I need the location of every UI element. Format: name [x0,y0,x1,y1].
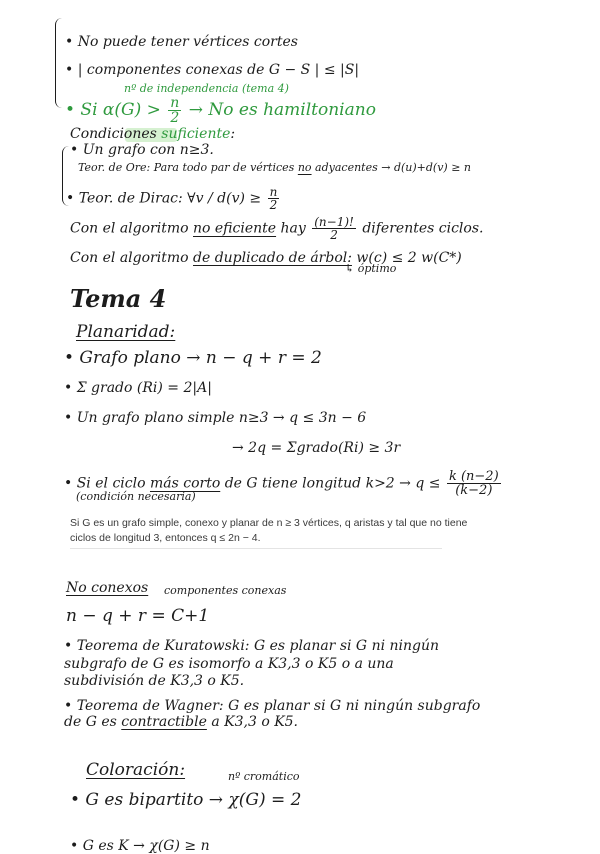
ciclo-num: k (n−2) [448,469,499,484]
bracket-top [55,18,62,108]
alpha-den: 2 [170,110,180,126]
ciclo-b: más corto [149,475,221,492]
dirac-prefix: • Teor. de Dirac: ∀v / d(v) ≥ [66,190,262,207]
componentes-conexas-note: componentes conexas [164,584,287,597]
ore-suffix: adyacentes → d(u)+d(v) ≥ n [315,161,472,174]
alpha-suffix: → No es hamiltoniano [188,100,376,120]
note-line-vertices-cortes: • No puede tener vértices cortes [65,34,298,50]
algo-line-no-eficiente [70,216,483,241]
algo1-num: (n−1)! [314,215,354,229]
kuratowski-line-1: • Teorema de Kuratowski: G es planar si G ni ningún [64,638,440,654]
algo1-den: 2 [330,228,338,242]
algo-line-duplicado [70,250,462,266]
conditions-prefix: Condiciones [70,126,157,142]
printed-divider [70,548,442,549]
planar-line-2q: → 2q = Σgrado(Ri) ≥ 3r [232,440,401,456]
algo1-c: hay [280,220,306,237]
wagner-line-1: • Teorema de Wagner: G es planar si G ni ningún subgrafo [64,698,481,714]
ciclo-den: (k−2) [455,483,493,498]
alpha-num: n [170,95,180,111]
ore-prefix: Teor. de Ore: Para todo par de vértices [78,161,295,174]
planar-line-euler: • Grafo plano → n − q + r = 2 [64,348,322,368]
numero-cromatico-note: nº cromático [228,770,300,783]
cond-line-grafo: • Un grafo con n≥3. [70,142,214,158]
wagner-2b: contractible [121,714,207,730]
printed-theorem-text: Si G es un grafo simple, conexo y planar de n ≥ 3 vértices, q aristas y tal que no tiene ciclos de longitud 3, entonces q ≤ 2n − 4. [70,517,468,544]
alpha-prefix: • Si α(G) > [65,100,161,120]
alpha-fraction [168,96,181,125]
ciclo-c: de G tiene longitud k>2 → q ≤ [224,475,441,492]
no-conexos-title: No conexos [66,580,149,596]
bipartito-line: • G es bipartito → χ(G) = 2 [70,790,302,810]
note-line-componentes: • | componentes conexas de G − S | ≤ |S| [65,62,360,78]
conditions-heading [70,126,235,142]
algo1-a: Con el algoritmo [70,220,189,237]
dirac-den: 2 [269,198,278,212]
algo2-c: w(c) ≤ 2 w(C*) [356,250,462,266]
wagner-2a: de G es [64,714,117,730]
planar-line-grado: • Σ grado (Ri) = 2|A| [64,380,212,396]
dirac-fraction [268,186,280,211]
algo2-b: de duplicado de árbol: [193,250,352,266]
note-independence-label: nº de independencia (tema 4) [124,82,289,95]
kuratowski-line-2: subgrafo de G es isomorfo a K3,3 o K5 o a una [64,656,394,672]
conditions-colon: : [230,126,236,142]
tema-4-title: Tema 4 [70,284,167,313]
planaridad-title: Planaridad: [76,322,176,342]
dirac-num: n [269,185,278,199]
planar-line-simple: • Un grafo plano simple n≥3 → q ≤ 3n − 6 [64,410,367,426]
ore-no: no [297,161,312,174]
algo2-a: Con el algoritmo [70,250,189,266]
condicion-necesaria: (condición necesaria) [76,490,196,503]
algo-optimo-note: ↳ óptimo [345,262,397,275]
cut-off-line: • G es K → χ(G) ≥ n [70,838,210,854]
algo1-b: no eficiente [193,220,277,237]
formula-no-conexos: n − q + r = C+1 [66,606,210,626]
algo1-d: diferentes ciclos. [362,220,484,237]
wagner-2c: a K3,3 o K5. [211,714,299,730]
cond-line-dirac [66,186,281,211]
ciclo-fraction [447,470,501,497]
conditions-word: suficiente [161,126,231,142]
cond-line-ore [78,161,471,174]
wagner-line-2 [64,714,298,730]
kuratowski-line-3: subdivisión de K3,3 o K5. [64,673,245,689]
algo1-fraction [312,216,356,241]
note-line-alpha [65,96,376,125]
ciclo-a: • Si el ciclo [64,475,146,492]
coloracion-title: Coloración: [86,760,186,780]
